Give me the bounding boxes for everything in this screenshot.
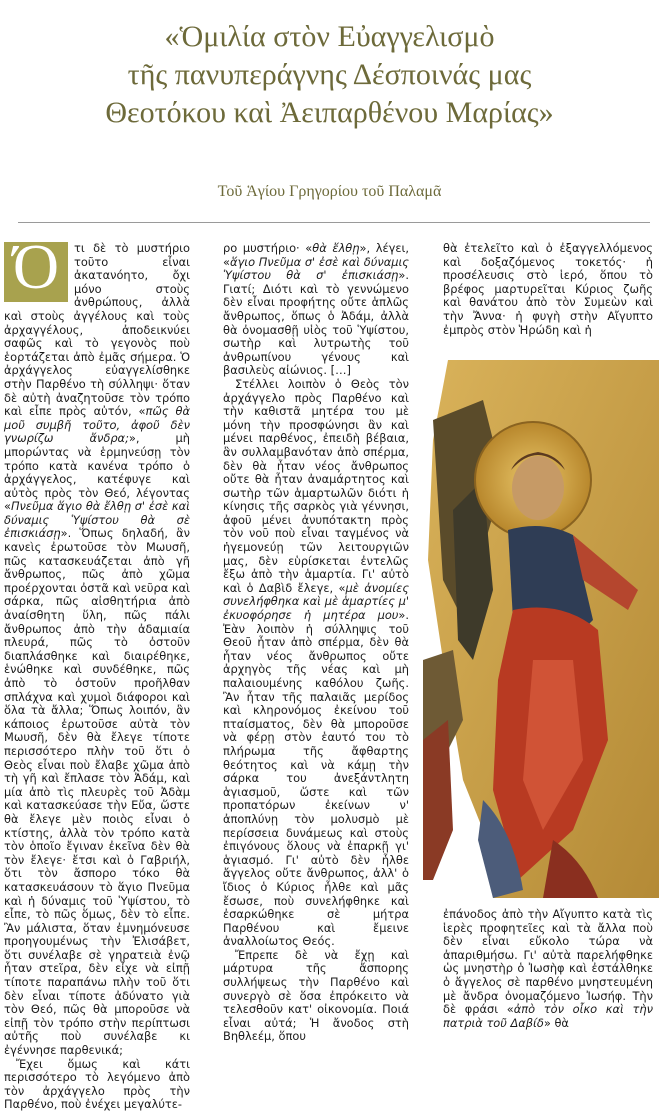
- col2-p2-text-b: ». Ἐὰν λοιπὸν ἡ σύλληψις τοῦ Θεοῦ ἦταν ἀπὸ σπέρμα, δὲν θὰ ἦταν νέος ἄνθρωπος οὔτε ἀρχηγὸς τῆς νέας καὶ μὴ παλαιουμένης καθόλου ζωῆς. Ἂν ἦταν τῆς παλαιᾶς μερίδος καὶ κληρονόμος ἐκείνου τοῦ πταίσματος, δὲν θὰ μποροῦσε νὰ φέρῃ στὸν ἑαυτό του τὸ πλήρωμα τῆς ἄφθαρτης θεότητος καὶ νὰ κάμῃ τὴν σάρκα του ἀνεξάντλητη ἁγιασμοῦ, ὥστε καὶ τῶν προπατόρων ἐκείνων ν' ἀποπλύνῃ τὸν μολυσμὸ μὲ περίσσεια δυνάμεως καὶ στοὺς ἐπιγόνους ὅλους νὰ ἐπαρκῇ γι' ἁγιασμό. Γι' αὐτὸ δὲν ἦλθε ἄγγελος οὔτε ἄνθρωπος, ἀλλ' ὁ ἴδιος ὁ Κύριος ἦλθε καὶ μᾶς ἔσωσε, ποὺ συνελήφθηκε καὶ ἐσαρκώθηκε σὲ μήτρα Παρθένου καὶ ἔμεινε ἀναλλοίωτος Θεός.: [223, 608, 409, 949]
- text-column-3-top: [443, 242, 653, 337]
- col2-paragraph-1: [223, 242, 409, 378]
- col1-p1-quote-2: Πνεῦμα ἅγιο θὰ ἔλθῃ σ' ἐσὲ καὶ δύναμις Ὑψίστου θὰ σὲ ἐπισκιάσῃ: [4, 499, 190, 541]
- col1-p1-text-b: », μὴ μπορώντας νὰ ἑρμηνεύσῃ τὸν τρόπο κατὰ κανένα τρόπο ὁ ἀρχάγγελος, κατέφυγε καὶ αὐτὸς πρὸς τὸν Θεό, λέγοντας «: [4, 431, 190, 514]
- col1-p1-text-c: ». Ὅπως δηλαδή, ἂν κανεὶς ἐρωτοῦσε τὸν Μωυσῆ, πῶς κατασκευάζεται ἀπὸ γῆ ἄνθρωπος, πῶς ἀπὸ χῶμα προέρχονται ὀστᾶ καὶ νεῦρα καὶ σάρκα, πῶς αἰσθητήρια ἀπὸ ἀναίσθητη ὕλη, πῶς πάλι ἄνθρωπος ἀπὸ τὴν ἀδαμιαία πλευρά, πῶς τὸ ὀστοῦν διαπλάσθηκε καὶ διαιρέθηκε, ἑνώθηκε καὶ συνδέθηκε, πῶς ἀπὸ τὸ ὀστοῦν προῆλθαν σπλάχνα καὶ χυμοὶ διάφοροι καὶ ὅλα τὰ ἄλλα; Ὅπως λοιπόν, ἂν κάποιος ἐρωτοῦσε αὐτὰ τὸν Μωυσῆ, δὲν θὰ ἔλεγε τίποτε περισσότερο πλὴν τοῦ ὅτι ὁ Θεὸς εἶναι ποὺ ἔλαβε χῶμα ἀπὸ τὴ γῆ καὶ ἔπλασε τὸν Ἀδάμ, καὶ μία ἀπὸ τὶς πλευρὲς τοῦ Ἀδὰμ καὶ κατασκεύασε τὴν Εὔα, ὥστε θὰ ἔλεγε μὲν ποιὸς εἶναι ὁ κτίστης, ἀλλὰ τὸν τρόπο κατὰ τὸν ὁποῖο ἔγιναν ἐκεῖνα δὲν θὰ τὸν ἔλεγε· ἔτσι καὶ ὁ Γαβριήλ, ὅτι τὸν ἄσπορο τόκο θὰ κατασκευάσουν τὸ ἅγιο Πνεῦμα καὶ ἡ δύναμις τοῦ Ὑψίστου, τὸ εἶπε, τὸ πῶς ὅμως, δὲν τὸ εἶπε. Ἂν μάλιστα, ὅταν ἐμνημόνευσε προηγουμένως τὴν Ἐλισάβετ, ὅτι συνέλαβε σὲ γηρατειὰ ἐνῷ ἦταν στεῖρα, δὲν εἶχε νὰ εἰπῇ τίποτε παραπάνω πλὴν τοῦ ὅτι δὲν εἶναι τίποτε ἀδύνατο γιὰ τὸν Θεό, πῶς θὰ μποροῦσε νὰ εἰπῇ τὸν τρόπο στὴν περίπτωσι αὐτῆς ποὺ συνέλαβε κι ἐγέννησε παρθενικά;: [4, 526, 190, 1058]
- text-column-2: [223, 242, 409, 1044]
- text-column-3-bottom: [443, 908, 653, 1030]
- title-divider: [18, 222, 650, 223]
- dropcap: Ό: [4, 242, 68, 302]
- article-author: Τοῦ Ἁγίου Γρηγορίου τοῦ Παλαμᾶ: [217, 183, 442, 200]
- col3-paragraph-1: θὰ ἐτελεῖτο καὶ ὁ ἐξαγγελλόμενος καὶ δοξαζόμενος τοκετός· ἡ προσέλευσις στὸ ἱερό, ὅπου τὸ βρέφος μαρτυρεῖται Κύριος ζωῆς καὶ θανάτου ἀπὸ τὸν Συμεὼν καὶ τὴν Ἄννα· ἡ φυγὴ στὴν Αἴγυπτο ἐμπρὸς στὸν Ἡρώδη καὶ ἡ: [443, 241, 653, 337]
- text-column-1: [4, 231, 190, 1112]
- col3-paragraph-2: [443, 908, 653, 1030]
- col2-p2-text-a: Στέλλει λοιπὸν ὁ Θεὸς τὸν ἀρχάγγελο πρὸς Παρθένο καὶ τὴν καθιστᾶ μητέρα του μὲ μόνη τὴν προσφώνησι ἂν καὶ μένει παρθένος, ἐπειδὴ βέβαια, ἂν συλλαμβανόταν ἀπὸ σπέρμα, δὲν θὰ ἦταν νέος ἄνθρωπος οὔτε θὰ ἦταν ἀναμάρτητος καὶ σωτὴρ τῶν ἁμαρτωλῶν διότι ἡ κίνησις τῆς σαρκὸς γιὰ γέννησι, ἀφοῦ μένει ἀνυπότακτη πρὸς τὸν νοῦ ποὺ εἶναι ταγμένος νὰ ἡγεμονεύῃ τῶν λειτουργιῶν μας, δὲν εὑρίσκεται ἐντελῶς ἔξω ἀπὸ τὴν ἁμαρτία. Γι' αὐτὸ καὶ ὁ Δαβὶδ ἔλεγε, «: [223, 376, 409, 595]
- col2-p1-quote-1: θὰ ἔλθῃ: [312, 241, 360, 255]
- title-line-1: «Ὁμιλία στὸν Εὐαγγελισμὸ: [164, 20, 495, 53]
- col2-p1-text-b: », λέγει, «: [223, 241, 410, 269]
- title-line-2: τῆς πανυπεράγνης Δέσποινάς μας: [127, 58, 532, 91]
- col1-paragraph-2: Ἔχει ὅμως καὶ κάτι περισσότερο τὸ λεγόμενο ἀπὸ τὸν ἀρχάγγελο πρὸς τὴν Παρθένο, ποὺ ἐνέχει μεγαλύτε-: [4, 1056, 190, 1112]
- col2-paragraph-3: Ἔπρεπε δὲ νὰ ἔχῃ καὶ μάρτυρα τῆς ἄσπορης συλλήψεως τὴν Παρθένο καὶ συνεργὸ σὲ ὅσα ἐπρόκειτο νὰ τελεσθοῦν κατ' οἰκονομία. Ποιά εἶναι αὐτά; Ἡ ἄνοδος στὴ Βηθλεέμ, ὅπου: [223, 947, 409, 1044]
- title-line-3: Θεοτόκου καὶ Ἀειπαρθένου Μαρίας»: [105, 96, 554, 129]
- col1-p1-text-a: τι δὲ τὸ μυστήριο τοῦτο εἶναι ἀκατανόητο, ὄχι μόνο στοὺς ἀνθρώπους, ἀλλὰ καὶ στοὺς ἀγγέλους καὶ τοὺς ἀρχαγγέλους, ἀποδεικνύει σαφῶς καὶ τὸ γεγονὸς ποὺ ἑορτάζεται ἀπὸ ἐμᾶς σήμερα. Ὁ ἀρχάγγελος εὐαγγελίσθηκε στὴν Παρθένο τὴ σύλληψι· ὅταν δὲ αὐτὴ ἀναζητοῦσε τὸν τρόπο καὶ εἶπε πρὸς αὐτόν, «: [4, 241, 190, 419]
- col2-paragraph-2: [223, 378, 409, 949]
- col2-p2-quote-1: μὲ ἀνομίες συνελήφθηκα καὶ μὲ ἁμαρτίες μ' ἐκυοφόρησε ἡ μητέρα μου: [223, 580, 410, 623]
- angel-illustration: [423, 360, 659, 898]
- col3-p2-text-b: » θὰ: [543, 1015, 569, 1030]
- col1-paragraph-1: [4, 231, 190, 1058]
- col2-p1-text-a: ρο μυστήριο· «: [223, 241, 313, 255]
- col2-p1-quote-2: ἅγιο Πνεῦμα σ' ἐσὲ καὶ δύναμις Ὑψίστου θὰ σ' ἐπισκιάσῃ: [223, 254, 409, 283]
- article-title: [0, 18, 659, 132]
- col3-p2-text-a: ἐπάνοδος ἀπὸ τὴν Αἴγυπτο κατὰ τὶς ἱερὲς προφητεῖες καὶ τὰ ἄλλα ποὺ δὲν εἶναι εὔκολο τώρα νὰ ἀπαριθμήσω. Γι' αὐτὰ παρελήφθηκε ὡς μνηστὴρ ὁ Ἰωσὴφ καὶ ἐστάλθηκε ὁ ἄγγελος σὲ παρθένο μνηστευμένη μὲ ἄνδρα ὀνομαζόμενο Ἰωσήφ. Τὴν δὲ φράσι «: [443, 907, 653, 1017]
- col2-p1-text-c: ». Γιατί; Διότι καὶ τὸ γεννώμενο δὲν εἶναι προφήτης οὔτε ἁπλῶς ἄνθρωπος, ὅπως ὁ Ἀδάμ, ἀλλὰ θὰ ὀνομασθῇ υἱὸς τοῦ Ὑψίστου, σωτὴρ καὶ λυτρωτὴς τοῦ ἀνθρωπίνου γένους καὶ βασιλεὺς αἰώνιος. […]: [223, 268, 409, 378]
- col3-p2-quote-1: ἀπὸ τὸν οἶκο καὶ τὴν πατριὰ τοῦ Δαβίδ: [443, 1002, 653, 1030]
- col1-p1-quote-1: πῶς θὰ μοῦ συμβῆ τοῦτο, ἀφοῦ δὲν γνωρίζω ἄνδρα;: [4, 404, 190, 446]
- annunciation-angel-icon-image: [423, 360, 659, 898]
